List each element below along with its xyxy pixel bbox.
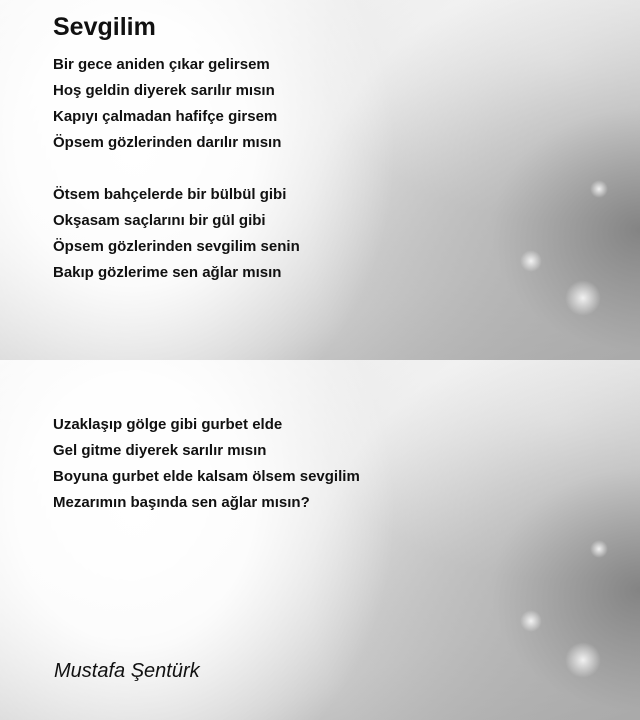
poem-line: Kapıyı çalmadan hafifçe girsem (53, 108, 278, 125)
poem-author: Mustafa Şentürk (54, 660, 200, 682)
poem-title: Sevgilim (53, 13, 156, 41)
poem-line: Gel gitme diyerek sarılır mısın (53, 442, 267, 459)
poem-card-bottom (0, 360, 640, 720)
bokeh-light (590, 540, 608, 558)
stanza-3 (53, 412, 360, 516)
poem-line: Öpsem gözlerinden darılır mısın (53, 134, 282, 151)
poem-line: Ötsem bahçelerde bir bülbül gibi (53, 186, 287, 203)
poem-line: Mezarımın başında sen ağlar mısın? (53, 494, 310, 511)
stanza-2 (53, 182, 300, 286)
poem-line: Hoş geldin diyerek sarılır mısın (53, 82, 275, 99)
bokeh-light (520, 250, 542, 272)
poem-line: Okşasam saçlarını bir gül gibi (53, 212, 266, 229)
bokeh-light (590, 180, 608, 198)
poem-line: Bakıp gözlerime sen ağlar mısın (53, 264, 282, 281)
stanza-1 (53, 52, 281, 156)
poem-line: Bir gece aniden çıkar gelirsem (53, 56, 270, 73)
bokeh-light (565, 280, 601, 316)
poem-line: Uzaklaşıp gölge gibi gurbet elde (53, 416, 283, 433)
poem-line: Öpsem gözlerinden sevgilim senin (53, 238, 300, 255)
poem-line: Boyuna gurbet elde kalsam ölsem sevgilim (53, 468, 360, 485)
bokeh-light (520, 610, 542, 632)
bokeh-light (565, 642, 601, 678)
